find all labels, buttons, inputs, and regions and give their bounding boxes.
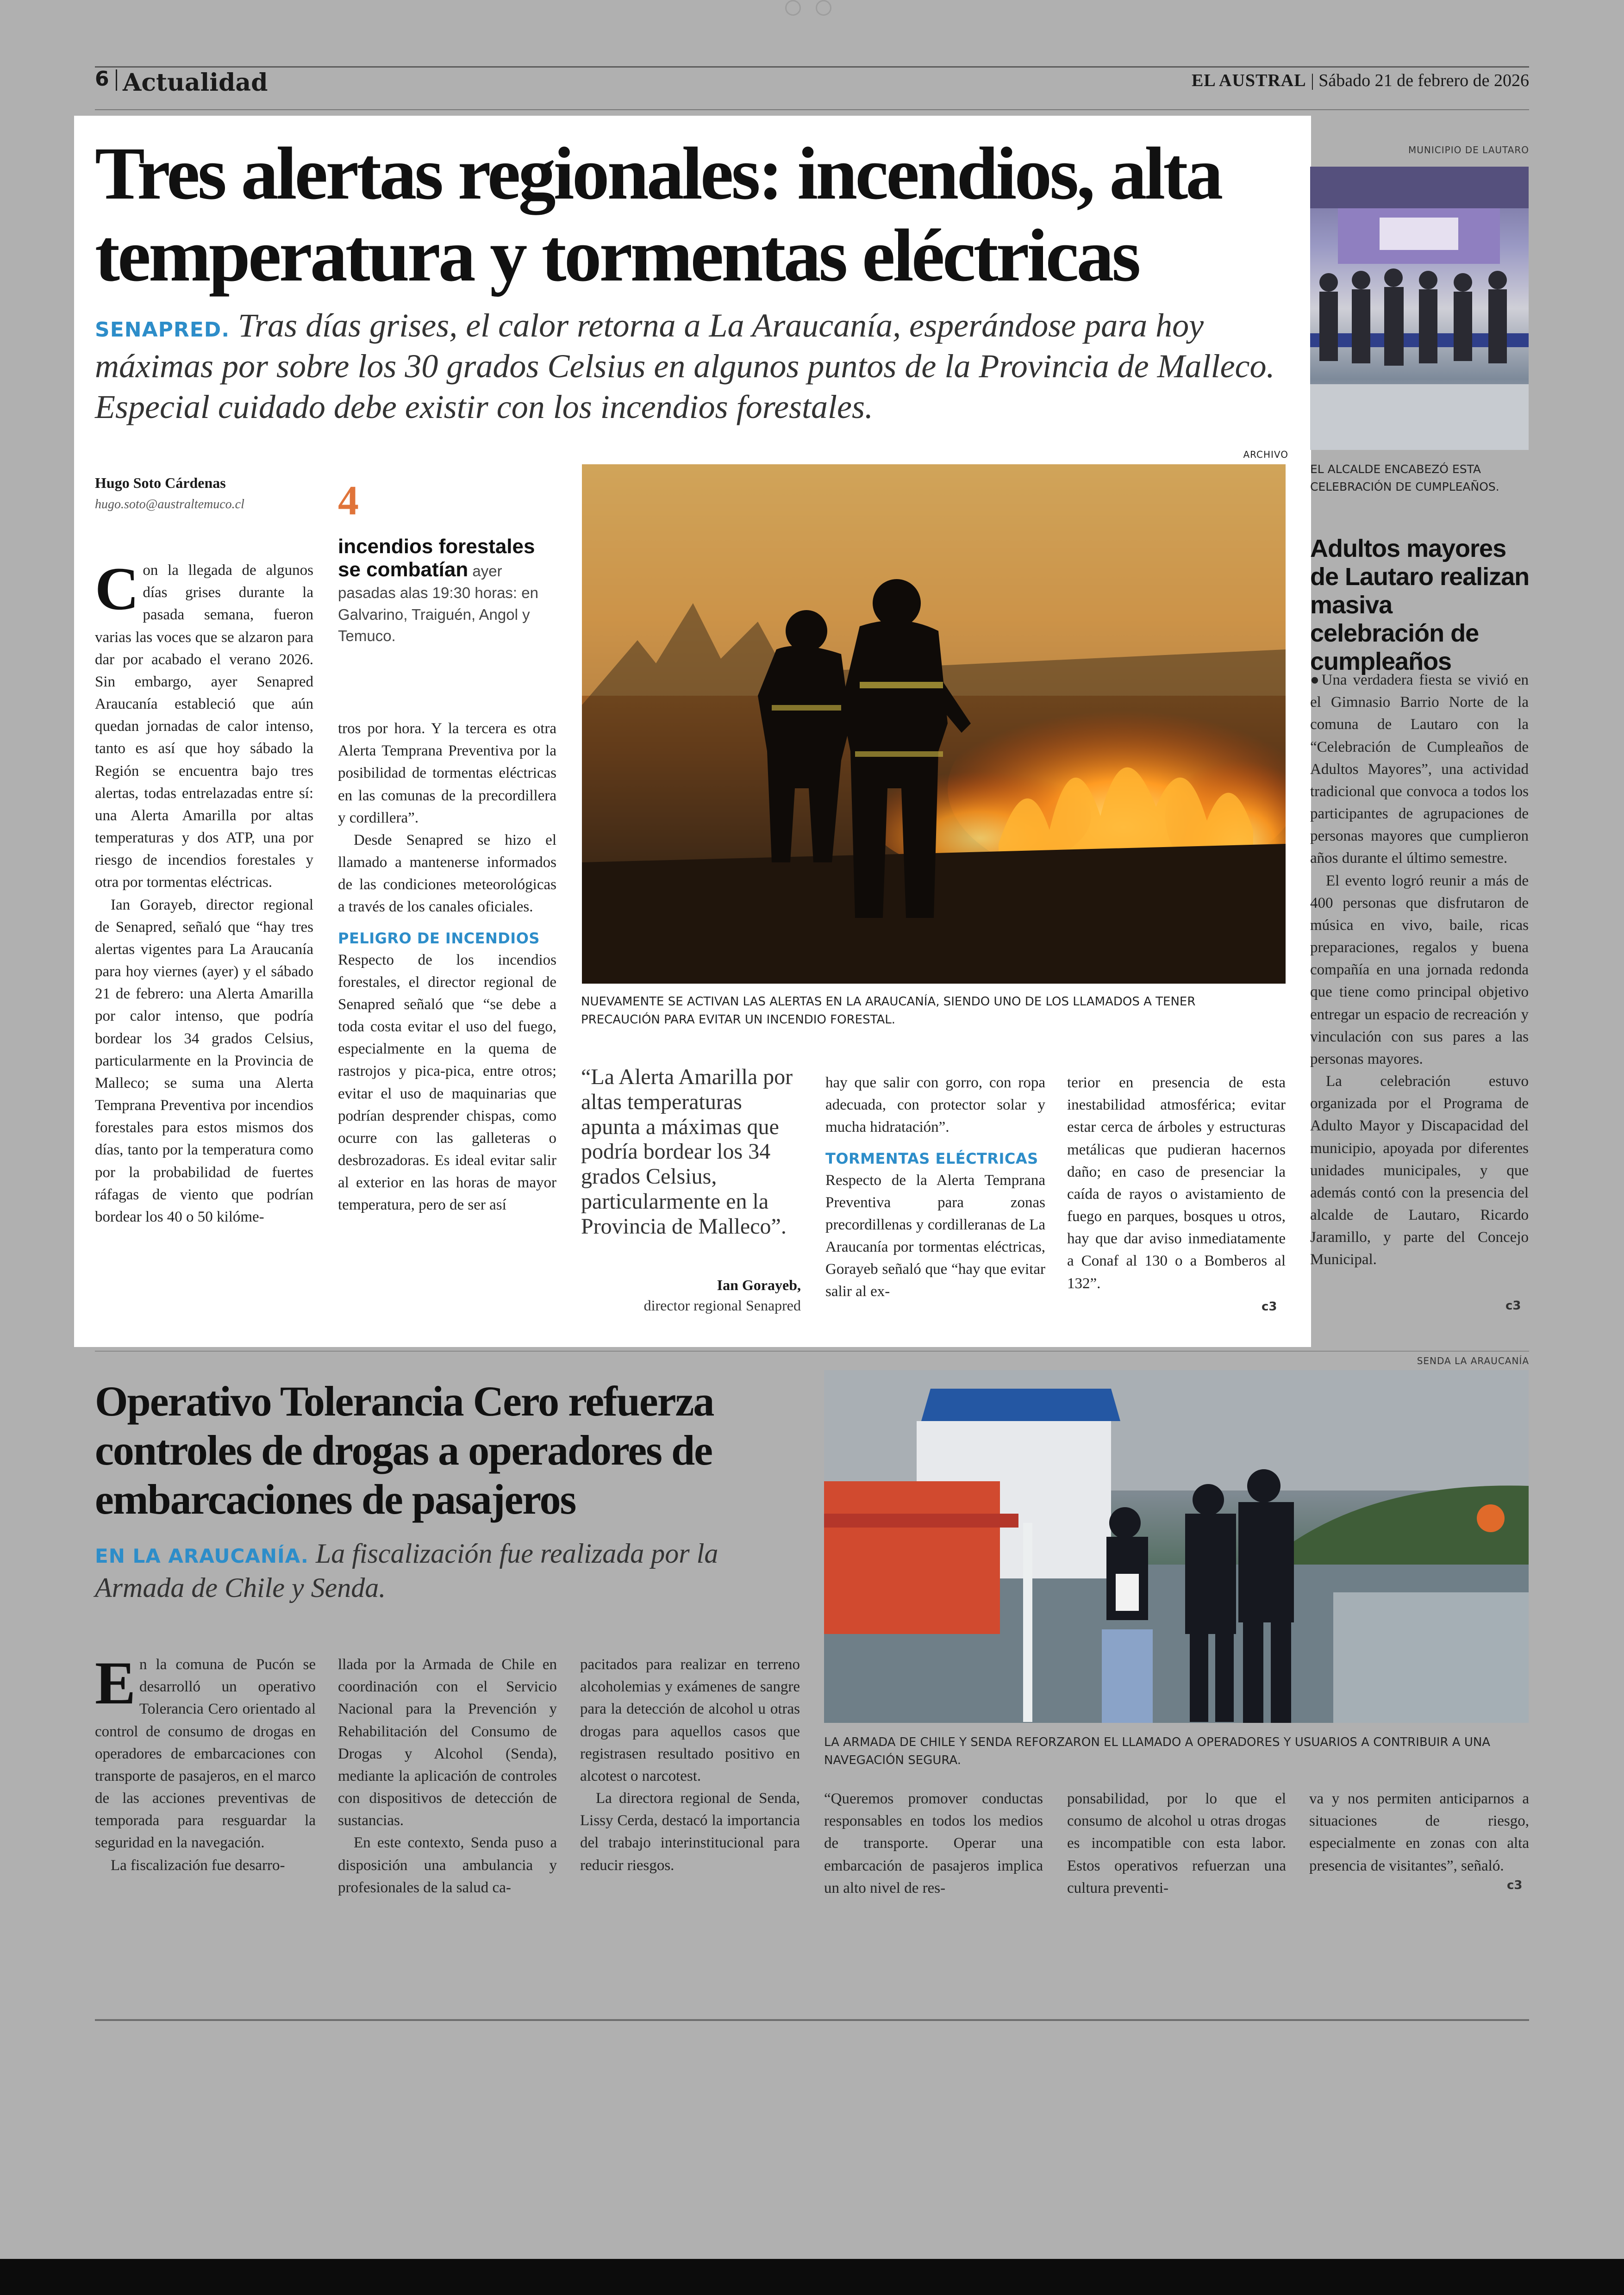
end-mark-icon: c3 — [1505, 1299, 1521, 1313]
section-title: Actualidad — [123, 69, 268, 97]
second-paragraph: La directora regional de Senda, Lissy Cerda, destacó la importancia del trabajo interinstitucional para reducir riesgos. — [580, 1790, 800, 1874]
main-paragraph: Desde Senapred se hizo el llamado a mantenerse informados de las condiciones meteorológicas a través de los canales oficiales. — [338, 831, 556, 916]
second-column-3 — [580, 1653, 800, 1877]
fact-box — [338, 536, 559, 647]
second-paragraph: La fiscalización fue desarro- — [111, 1857, 285, 1874]
main-deck-text: Tras días grises, el calor retorna a La Araucanía, esperándose para hoy máximas por sobre los 30 grados Celsius en algunos puntos de la Provincia de Malleco. Especial cuidado debe existir con los incendios forestales. — [95, 307, 1275, 425]
second-column-1 — [95, 1649, 316, 1877]
celebration-illustration — [1310, 167, 1529, 450]
main-paragraph: Ian Gorayeb, director regional de Senapred, señaló que “hay tres alertas vigentes para La Araucanía para hoy viernes (ayer) y el sábado 21 de febrero: una Alerta Amarilla por calor intenso, que podría bordear los 34 grados Celsius, particularmente en la Provincia de Malleco; se suma una Alerta Temprana Preventiva por incendios forestales para estos mismos dos días, tanto por la temperatura como por la probabilidad de fuertes ráfagas de viento que podrían bordear los 40 o 50 kilóme- — [95, 896, 313, 1225]
drop-cap: C — [95, 555, 139, 623]
header-rule-bottom — [95, 109, 1529, 110]
quote-author-role: director regional Senapred — [643, 1297, 801, 1314]
fact-bold: incendios forestales se combatían — [338, 535, 535, 581]
second-paragraph: pacitados para realizar en terreno alcoholemias y exámenes de sangre para la detección de alcohol u otras drogas para aquellos casos que registrasen resultado positivo en alcotest o narcotest. — [580, 1656, 800, 1784]
main-kicker: SENAPRED. — [95, 318, 230, 342]
header-separator — [116, 69, 117, 91]
publication-date: Sábado 21 de febrero de 2026 — [1318, 71, 1529, 90]
second-column-6 — [1309, 1788, 1529, 1877]
header-rule — [95, 66, 1529, 68]
main-paragraph — [95, 555, 313, 894]
side-photo-caption: EL ALCALDE ENCABEZÓ ESTA CELEBRACIÓN DE CUMPLEAÑOS. — [1310, 462, 1499, 493]
second-paragraph: va y nos permiten anticiparnos a situaciones de riesgo, especialmente en zonas con alta presencia de visitantes”, señaló. — [1309, 1790, 1529, 1874]
wildfire-photo — [582, 464, 1286, 984]
bullet-icon: ● — [1310, 672, 1322, 688]
second-headline: Operativo Tolerancia Cero refuerza controles de drogas a operadores de embarcaciones de pasajeros — [95, 1378, 714, 1523]
main-photo-caption: NUEVAMENTE SE ACTIVAN LAS ALERTAS EN LA ARAUCANÍA, SIENDO UNO DE LOS LLAMADOS A TENER PRECAUCIÓN PARA EVITAR UN INCENDIO FORESTAL. — [581, 995, 1196, 1027]
side-photo-credit: MUNICIPIO DE LAUTARO — [1408, 144, 1529, 156]
second-column-2 — [338, 1653, 557, 1899]
second-paragraph: “Queremos promover conductas responsables en todos los medios de transporte. Operar una embarcación de pasajeros implica un alto nivel de res- — [824, 1790, 1043, 1896]
main-deck — [95, 306, 1280, 427]
second-kicker: EN LA ARAUCANÍA. — [95, 1545, 309, 1567]
second-deck-text: La fiscalización fue realizada por la Armada de Chile y Senda. — [95, 1538, 718, 1603]
fact-text: ayer pasadas alas 19:30 horas: en Galvarino, Traiguén, Angol y Temuco. — [338, 562, 538, 645]
page-dot[interactable] — [816, 0, 831, 16]
main-paragraph: hay que salir con gorro, con ropa adecuada, con protector solar y mucha hidratación”. — [825, 1074, 1045, 1136]
main-column-3 — [825, 1072, 1045, 1303]
main-photo-credit: ARCHIVO — [1243, 449, 1288, 460]
boat-illustration — [824, 1370, 1529, 1723]
end-mark-icon: c3 — [1262, 1300, 1277, 1314]
second-photo-credit: SENDA LA ARAUCANÍA — [1417, 1355, 1529, 1366]
page-number: 6 — [95, 67, 109, 91]
paragraph-text: Una verdadera fiesta se vivió en el Gimnasio Barrio Norte de la comuna de Lautaro con la “Celebración de Cumpleaños de Adultos Mayores”, una actividad tradicional que convoca a todos los participantes de agrupaciones de personas mayores que cumplieron años durante el último semestre. — [1310, 672, 1529, 867]
second-paragraph: ponsabilidad, por lo que el consumo de alcohol u otras drogas es incompatible con esta labor. Estos operativos refuerzan una cultura preventi- — [1067, 1790, 1286, 1896]
main-headline: Tres alertas regionales: incendios, alta temperatura y tormentas eléctricas — [95, 132, 1221, 297]
wildfire-illustration — [582, 464, 1286, 984]
second-paragraph — [95, 1649, 316, 1854]
viewer-bottom-bar — [0, 2259, 1624, 2295]
paragraph-text: on la llegada de algunos días grises durante la pasada semana, fueron varias las voces que se alzaron para dar por acabado el verano 2026. Sin embargo, ayer Senapred Araucanía estableció que aún quedan jornadas de calor intenso, tanto es así que hoy sábado la Región se encuentra bajo tres alertas, todas entrelazadas entre sí: una Alerta Amarilla por altas temperaturas y dos ATP, una por riesgo de incendios forestales y otra por tormentas eléctricas. — [95, 562, 313, 891]
viewer-page-indicator — [778, 0, 847, 17]
author-name: Hugo Soto Cárdenas — [95, 474, 226, 491]
page-dot[interactable] — [785, 0, 801, 16]
footer-rule — [95, 2019, 1529, 2021]
subheading-electric-storms: TORMENTAS ELÉCTRICAS — [825, 1149, 1038, 1167]
side-paragraph: La celebración estuvo organizada por el Programa de Adulto Mayor y Discapacidad del municipio, apoyada por diferentes unidades municipales, y que además contó con la presencia del alcalde de Lautaro, Ricardo Jaramillo, y parte del Concejo Municipal. — [1310, 1073, 1529, 1268]
author-email[interactable]: hugo.soto@australtemuco.cl — [95, 497, 244, 511]
main-paragraph: tros por hora. Y la tercera es otra Alerta Temprana Preventiva por la posibilidad de tormentas eléctricas en las comunas de la precordillera y cordillera”. — [338, 720, 556, 826]
birthday-celebration-photo — [1310, 167, 1529, 450]
boat-operation-photo — [824, 1370, 1529, 1723]
main-paragraph: Respecto de los incendios forestales, el director regional de Senapred señaló que “se debe a toda costa evitar el uso del fuego, especialmente en la quema de rastrojos y pica-pica, entre otros; evitar el uso de maquinarias que podrían desprender chispas, como ocurre con las galleteras o desbrozadoras. Es ideal evitar salir al exterior en las horas de mayor temperatura, pero de ser así — [338, 951, 556, 1214]
second-paragraph: En este contexto, Senda puso a disposición una ambulancia y profesionales de la salud ca- — [338, 1834, 557, 1896]
main-paragraph: Respecto de la Alerta Temprana Preventiva para zonas precordillenas y cordilleranas de La Araucanía por tormentas eléctricas, Gorayeb señaló que “hay que evitar salir al ex- — [825, 1172, 1045, 1300]
main-column-2 — [338, 717, 556, 1216]
side-article-body — [1310, 669, 1529, 1271]
article-divider — [95, 1351, 1529, 1352]
main-column-1 — [95, 555, 313, 1228]
second-column-5 — [1067, 1788, 1286, 1899]
drop-cap: E — [95, 1649, 136, 1717]
second-deck — [95, 1537, 743, 1605]
second-paragraph: llada por la Armada de Chile en coordinación con el Servicio Nacional para la Prevención y Rehabilitación del Consumo de Drogas y Alcohol (Senda), mediante la aplicación de controles con dispositivos de detección de sustancias. — [338, 1656, 557, 1829]
side-paragraph: El evento logró reunir a más de 400 personas que disfrutaron de música en vivo, baile, ricas preparaciones, regalos y buena compañía en una jornada redonda que tiene como principal objetivo entregar un espacio de recreación y vinculación con sus pares a las personas mayores. — [1310, 872, 1529, 1067]
second-photo-caption: LA ARMADA DE CHILE Y SENDA REFORZARON EL LLAMADO A OPERADORES Y USUARIOS A CONTRIBUIR A UNA NAVEGACIÓN SEGURA. — [824, 1735, 1491, 1767]
paragraph-text: n la comuna de Pucón se desarrolló un operativo Tolerancia Cero orientado al control de consumo de drogas en operadores de embarcaciones con transporte de pasajeros, en el marco de las acciones preventivas de temporada para resguardar la seguridad en la navegación. — [95, 1656, 316, 1852]
second-column-4 — [824, 1788, 1043, 1899]
quote-author: Ian Gorayeb, — [717, 1277, 801, 1293]
publication-name: EL AUSTRAL — [1192, 71, 1306, 90]
end-mark-icon: c3 — [1507, 1878, 1523, 1892]
pull-quote: “La Alerta Amarilla por altas temperaturas apunta a máximas que podría bordear los 34 grados Celsius, particularmente en la Provincia de Malleco”. — [581, 1065, 793, 1239]
main-column-4 — [1067, 1072, 1286, 1295]
fact-number: 4 — [338, 478, 359, 524]
main-paragraph: terior en presencia de esta inestabilidad atmosférica; evitar estar cerca de árboles y estructuras metálicas que pudieran hacernos daño; en caso de presenciar la caída de rayos o avistamiento de fuego en parques, bosques u otros, hay que dar aviso inmediatamente a Conaf al 130 o a Bomberos al 132”. — [1067, 1074, 1286, 1292]
side-headline: Adultos mayores de Lautaro realizan masiva celebración de cumpleaños — [1310, 535, 1530, 676]
subheading-fire-danger: PELIGRO DE INCENDIOS — [338, 929, 540, 947]
side-paragraph — [1310, 669, 1529, 870]
dateline: EL AUSTRAL | Sábado 21 de febrero de 2026 — [1192, 71, 1529, 90]
